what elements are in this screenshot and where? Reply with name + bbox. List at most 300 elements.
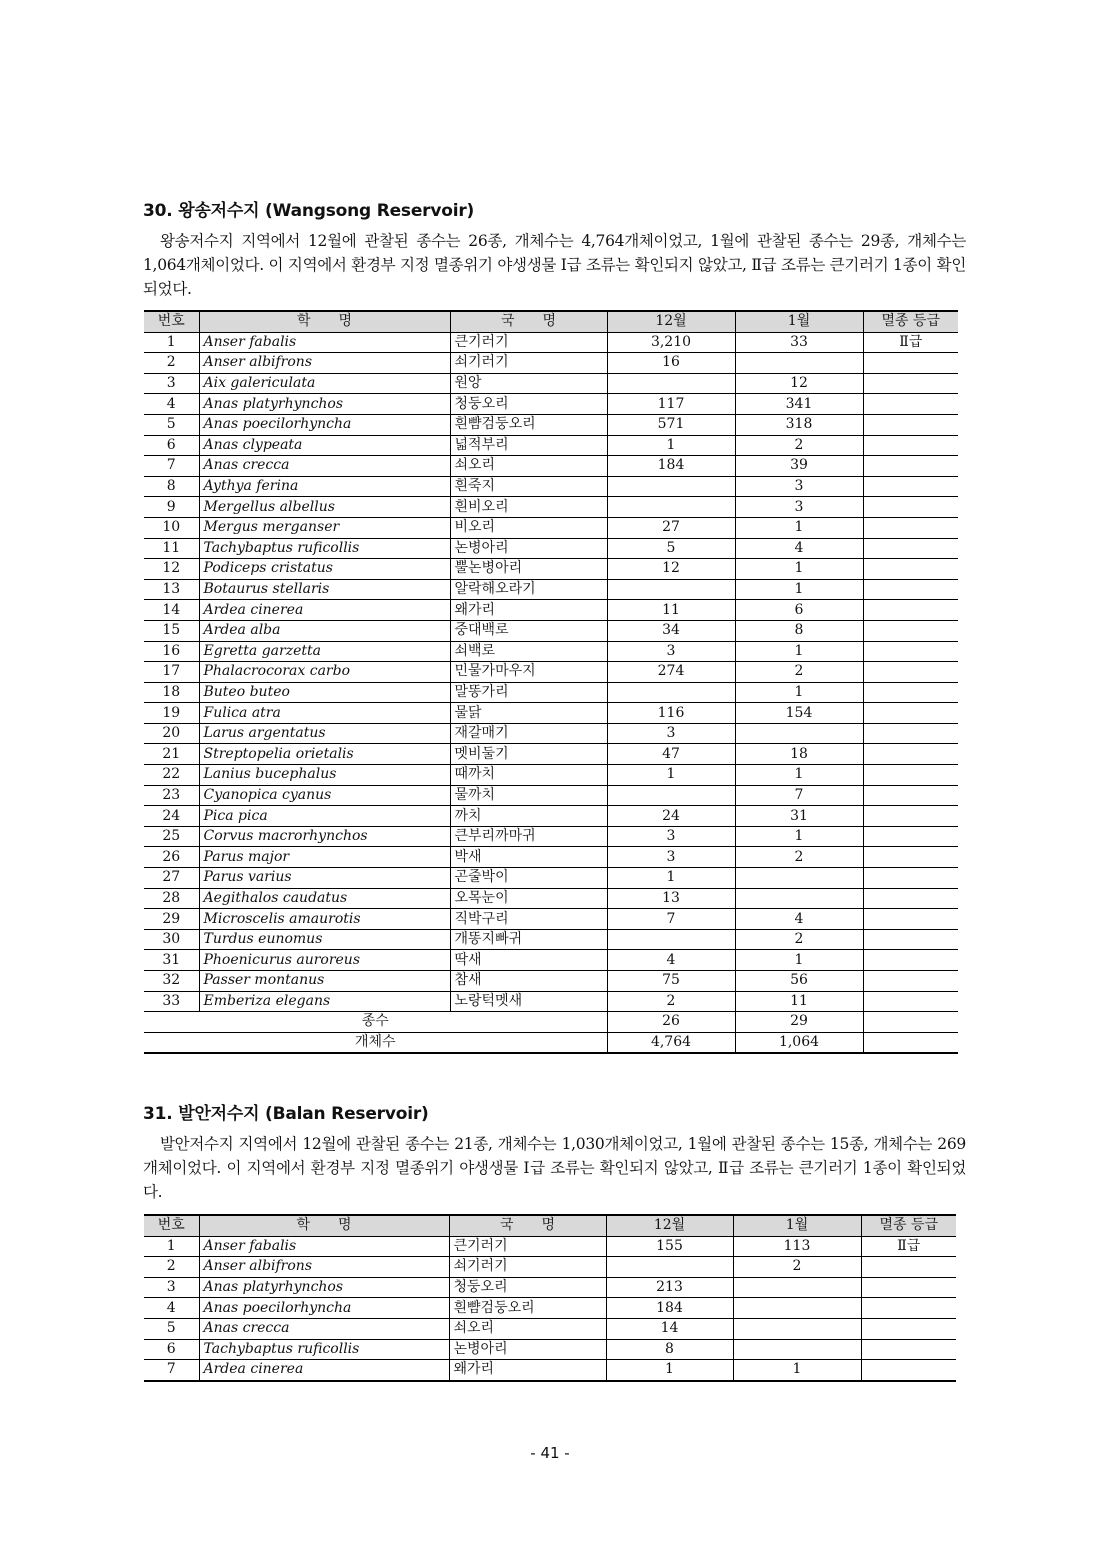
table-row (144, 826, 958, 847)
table-cell: 오목눈이 (450, 888, 607, 909)
table-cell: 3 (735, 476, 863, 497)
table-cell: 3,210 (607, 332, 735, 353)
table-row (144, 394, 958, 415)
column-header: 1월 (735, 311, 863, 332)
table-cell: 341 (735, 394, 863, 415)
table-cell: 5 (144, 1318, 199, 1339)
totals-dec: 26 (607, 1012, 735, 1033)
table-row (144, 703, 958, 724)
table-cell: 32 (144, 971, 199, 992)
table-cell: 4 (607, 950, 735, 971)
section-title-wangsong: 30. 왕송저수지 (Wangsong Reservoir) (143, 201, 475, 221)
table-cell: 154 (735, 703, 863, 724)
table-cell: Aix galericulata (199, 373, 450, 394)
table-cell: Anas crecca (199, 456, 450, 477)
table-cell: 큰부리까마귀 (450, 826, 607, 847)
table-cell: 116 (607, 703, 735, 724)
table-cell (735, 723, 863, 744)
table-row (144, 620, 958, 641)
table-cell: 47 (607, 744, 735, 765)
table-cell: 왜가리 (449, 1360, 606, 1381)
table-cell: 318 (735, 414, 863, 435)
table-cell: 4 (144, 1298, 199, 1319)
table-cell: 6 (735, 600, 863, 621)
table-cell (863, 991, 958, 1012)
table-cell: 9 (144, 497, 199, 518)
table-row (144, 1339, 956, 1360)
table-cell: 알락해오라기 (450, 579, 607, 600)
table-cell (606, 1257, 733, 1278)
table-cell: 274 (607, 662, 735, 683)
table-cell: 참새 (450, 971, 607, 992)
table-cell: Ardea cinerea (199, 1360, 449, 1381)
balan-paragraph: 발안저수지 지역에서 12월에 관찰된 종수는 21종, 개체수는 1,030개체이었고, 1월에 관찰된 종수는 15종, 개체수는 269개체이었다. 이 지역에서 환경부 지정 멸종위기 야생생물 Ⅰ급 조류는 확인되지 않았고, Ⅱ급 조류는 큰기러기 1종이 확인되었다. (143, 1135, 966, 1201)
table-cell (861, 1360, 956, 1381)
table-cell (863, 456, 958, 477)
table-cell: 개똥지빠귀 (450, 929, 607, 950)
table-cell: 청둥오리 (450, 394, 607, 415)
table-row (144, 744, 958, 765)
table-cell (863, 641, 958, 662)
table-row (144, 909, 958, 930)
table-row (144, 600, 958, 621)
table-cell: Podiceps cristatus (199, 559, 450, 580)
column-header: 번호 (144, 1215, 199, 1236)
table-cell: Tachybaptus ruficollis (199, 538, 450, 559)
table-cell (863, 538, 958, 559)
table-cell (863, 620, 958, 641)
table-cell (863, 847, 958, 868)
table-cell: Anser fabalis (199, 1236, 449, 1257)
column-header: 학 명 (199, 311, 450, 332)
table-cell: 1 (735, 826, 863, 847)
table-row (144, 579, 958, 600)
table-cell: 11 (144, 538, 199, 559)
table-cell: 1 (606, 1360, 733, 1381)
table-row (144, 971, 958, 992)
table-cell: 7 (144, 456, 199, 477)
table-cell: 2 (144, 353, 199, 374)
table-cell: 18 (735, 744, 863, 765)
table-row (144, 929, 958, 950)
totals-dec: 4,764 (607, 1032, 735, 1053)
table-cell: 왜가리 (450, 600, 607, 621)
table-cell: 흰비오리 (450, 497, 607, 518)
table-cell: 14 (606, 1318, 733, 1339)
table-cell (607, 785, 735, 806)
table-cell (863, 971, 958, 992)
table-cell: 1 (735, 641, 863, 662)
table-cell: 3 (144, 373, 199, 394)
table-cell: Corvus macrorhynchos (199, 826, 450, 847)
table-cell: 24 (144, 806, 199, 827)
column-header: 국 명 (450, 311, 607, 332)
table-cell: 213 (606, 1277, 733, 1298)
table-cell: Anas clypeata (199, 435, 450, 456)
table-cell: 쇠기러기 (449, 1257, 606, 1278)
table-row (144, 950, 958, 971)
table-cell: 16 (607, 353, 735, 374)
table-row (144, 1257, 956, 1278)
table-cell: 3 (607, 641, 735, 662)
table-cell: 청둥오리 (449, 1277, 606, 1298)
column-header: 국 명 (449, 1215, 606, 1236)
table-cell (863, 950, 958, 971)
table-cell: 2 (735, 435, 863, 456)
column-header: 1월 (733, 1215, 861, 1236)
table-cell (863, 888, 958, 909)
table-cell: 17 (144, 662, 199, 683)
table-cell: 넓적부리 (450, 435, 607, 456)
table-cell (861, 1318, 956, 1339)
table-row (144, 1236, 956, 1257)
table-cell: 직박구리 (450, 909, 607, 930)
table-cell: 6 (144, 435, 199, 456)
table-row (144, 517, 958, 538)
table-cell: 민물가마우지 (450, 662, 607, 683)
table-cell: Ardea alba (199, 620, 450, 641)
table-cell: 쇠기러기 (450, 353, 607, 374)
table-cell: Aegithalos caudatus (199, 888, 450, 909)
table-cell (733, 1277, 861, 1298)
table-row (144, 847, 958, 868)
column-header: 번호 (144, 311, 199, 332)
table-cell: Ardea cinerea (199, 600, 450, 621)
table-cell: 33 (144, 991, 199, 1012)
table-row (144, 1360, 956, 1381)
table-cell: Anas crecca (199, 1318, 449, 1339)
table-cell (863, 765, 958, 786)
table-cell: 155 (606, 1236, 733, 1257)
table-cell: 33 (735, 332, 863, 353)
totals-grade (863, 1012, 958, 1033)
table-cell: 39 (735, 456, 863, 477)
table-cell: 8 (144, 476, 199, 497)
table-cell: 1 (607, 868, 735, 889)
page-number: - 41 - (530, 1444, 570, 1462)
table-cell (863, 723, 958, 744)
table-cell: 23 (144, 785, 199, 806)
table-cell: 12 (607, 559, 735, 580)
table-cell (863, 600, 958, 621)
table-cell: 1 (733, 1360, 861, 1381)
table-row (144, 373, 958, 394)
table-cell (735, 868, 863, 889)
table-row (144, 765, 958, 786)
table-row (144, 1277, 956, 1298)
table-cell: 박새 (450, 847, 607, 868)
table-cell (863, 517, 958, 538)
table-cell (861, 1257, 956, 1278)
table-cell: 28 (144, 888, 199, 909)
table-cell: 184 (607, 456, 735, 477)
totals-grade (863, 1032, 958, 1053)
table-cell: 큰기러기 (450, 332, 607, 353)
table-cell: 19 (144, 703, 199, 724)
table-cell: Anas platyrhynchos (199, 394, 450, 415)
table-cell: 말똥가리 (450, 682, 607, 703)
table-cell (863, 579, 958, 600)
table-cell: 4 (735, 538, 863, 559)
table-cell: Fulica atra (199, 703, 450, 724)
table-cell: 쇠백로 (450, 641, 607, 662)
table-cell: 중대백로 (450, 620, 607, 641)
column-header: 멸종 등급 (861, 1215, 956, 1236)
table-cell: 13 (144, 579, 199, 600)
table-cell (863, 909, 958, 930)
table-cell: Lanius bucephalus (199, 765, 450, 786)
table-cell (863, 353, 958, 374)
table-cell: 15 (144, 620, 199, 641)
totals-label: 개체수 (144, 1032, 607, 1053)
table-cell: 7 (607, 909, 735, 930)
table-header-row (144, 311, 958, 332)
table-cell: 노랑턱멧새 (450, 991, 607, 1012)
table-cell: 비오리 (450, 517, 607, 538)
totals-jan: 29 (735, 1012, 863, 1033)
table-cell: 4 (735, 909, 863, 930)
table-cell: 4 (144, 394, 199, 415)
table-cell: 16 (144, 641, 199, 662)
table-cell: 쇠오리 (450, 456, 607, 477)
table-cell: Ⅱ급 (863, 332, 958, 353)
table-cell: 1 (735, 517, 863, 538)
table-row (144, 476, 958, 497)
table-cell: 10 (144, 517, 199, 538)
table-cell: 26 (144, 847, 199, 868)
table-cell (863, 559, 958, 580)
table-cell: 22 (144, 765, 199, 786)
table-cell: 11 (607, 600, 735, 621)
totals-row (144, 1032, 958, 1053)
table-row (144, 991, 958, 1012)
column-header: 12월 (607, 311, 735, 332)
table-cell (607, 682, 735, 703)
table-cell: 27 (607, 517, 735, 538)
table-cell (863, 868, 958, 889)
table-cell: 31 (144, 950, 199, 971)
table-row (144, 868, 958, 889)
table-cell (735, 353, 863, 374)
table-cell: 논병아리 (449, 1339, 606, 1360)
table-row (144, 414, 958, 435)
table-row (144, 497, 958, 518)
table-cell (863, 785, 958, 806)
table-cell: 흰뺨검둥오리 (450, 414, 607, 435)
table-cell: Phalacrocorax carbo (199, 662, 450, 683)
table-cell: 3 (735, 497, 863, 518)
table-cell: 8 (735, 620, 863, 641)
balan-species-table (144, 1214, 956, 1382)
table-cell: 딱새 (450, 950, 607, 971)
table-cell: 곤줄박이 (450, 868, 607, 889)
table-cell: 멧비둘기 (450, 744, 607, 765)
table-row (144, 559, 958, 580)
table-cell (863, 929, 958, 950)
table-cell (607, 373, 735, 394)
table-cell: 큰기러기 (449, 1236, 606, 1257)
table-cell: 2 (735, 662, 863, 683)
table-cell: 2 (735, 847, 863, 868)
table-row (144, 806, 958, 827)
table-cell (607, 929, 735, 950)
table-cell: 30 (144, 929, 199, 950)
table-row (144, 1318, 956, 1339)
table-cell (863, 826, 958, 847)
table-cell: 75 (607, 971, 735, 992)
table-cell: 7 (144, 1360, 199, 1381)
column-header: 멸종 등급 (863, 311, 958, 332)
table-row (144, 785, 958, 806)
table-row (144, 538, 958, 559)
table-cell: Parus major (199, 847, 450, 868)
table-cell: 논병아리 (450, 538, 607, 559)
table-cell: 18 (144, 682, 199, 703)
table-cell: 25 (144, 826, 199, 847)
table-row (144, 332, 958, 353)
table-cell: 2 (144, 1257, 199, 1278)
table-cell (863, 682, 958, 703)
table-cell: 184 (606, 1298, 733, 1319)
table-cell: Phoenicurus auroreus (199, 950, 450, 971)
wangsong-paragraph: 왕송저수지 지역에서 12월에 관찰된 종수는 26종, 개체수는 4,764개체이었고, 1월에 관찰된 종수는 29종, 개체수는 1,064개체이었다. 이 지역에서 환경부 지정 멸종위기 야생생물 Ⅰ급 조류는 확인되지 않았고, Ⅱ급 조류는 큰기러기 1종이 확인되었다. (143, 232, 966, 298)
table-cell: 2 (607, 991, 735, 1012)
table-cell: 5 (144, 414, 199, 435)
wangsong-species-table (144, 310, 958, 1054)
table-cell: 쇠오리 (449, 1318, 606, 1339)
column-header: 학 명 (199, 1215, 449, 1236)
table-cell: 7 (735, 785, 863, 806)
table-cell: 물닭 (450, 703, 607, 724)
table-cell: 20 (144, 723, 199, 744)
table-cell: 571 (607, 414, 735, 435)
table-cell: Pica pica (199, 806, 450, 827)
table-cell: 1 (735, 559, 863, 580)
table-cell: 6 (144, 1339, 199, 1360)
table-cell: 원앙 (450, 373, 607, 394)
table-cell: 21 (144, 744, 199, 765)
table-cell: 2 (733, 1257, 861, 1278)
table-cell (863, 744, 958, 765)
table-cell: 117 (607, 394, 735, 415)
table-cell: 재갈매기 (450, 723, 607, 744)
table-cell: 34 (607, 620, 735, 641)
table-cell: Parus varius (199, 868, 450, 889)
totals-row (144, 1012, 958, 1033)
table-cell (861, 1339, 956, 1360)
table-cell (863, 394, 958, 415)
table-cell: 1 (607, 435, 735, 456)
table-cell: 1 (144, 1236, 199, 1257)
table-cell: 24 (607, 806, 735, 827)
table-cell: 12 (144, 559, 199, 580)
totals-jan: 1,064 (735, 1032, 863, 1053)
table-cell: Anas poecilorhyncha (199, 414, 450, 435)
table-cell: 27 (144, 868, 199, 889)
table-cell: 3 (607, 847, 735, 868)
table-cell: 3 (607, 826, 735, 847)
table-row (144, 723, 958, 744)
table-row (144, 641, 958, 662)
table-cell (861, 1277, 956, 1298)
table-cell: Larus argentatus (199, 723, 450, 744)
table-row (144, 662, 958, 683)
table-cell: 흰죽지 (450, 476, 607, 497)
table-cell (607, 497, 735, 518)
table-cell: Anser albifrons (199, 1257, 449, 1278)
table-cell (863, 414, 958, 435)
table-cell: Cyanopica cyanus (199, 785, 450, 806)
table-row (144, 888, 958, 909)
totals-label: 종수 (144, 1012, 607, 1033)
table-cell: Aythya ferina (199, 476, 450, 497)
table-row (144, 456, 958, 477)
table-cell: Microscelis amaurotis (199, 909, 450, 930)
table-cell: 흰뺨검둥오리 (449, 1298, 606, 1319)
table-cell (733, 1339, 861, 1360)
table-cell: Ⅱ급 (861, 1236, 956, 1257)
table-cell: 8 (606, 1339, 733, 1360)
table-cell: Anas poecilorhyncha (199, 1298, 449, 1319)
table-cell (863, 476, 958, 497)
table-cell (735, 888, 863, 909)
table-row (144, 353, 958, 374)
table-row (144, 435, 958, 456)
table-cell: Streptopelia orietalis (199, 744, 450, 765)
table-cell (863, 497, 958, 518)
table-cell: 113 (733, 1236, 861, 1257)
table-cell: Egretta garzetta (199, 641, 450, 662)
table-cell (733, 1298, 861, 1319)
table-cell (863, 806, 958, 827)
table-cell: 29 (144, 909, 199, 930)
table-cell: Anser albifrons (199, 353, 450, 374)
table-cell (863, 662, 958, 683)
table-cell: Buteo buteo (199, 682, 450, 703)
table-cell: 5 (607, 538, 735, 559)
table-cell (733, 1318, 861, 1339)
table-cell: 11 (735, 991, 863, 1012)
table-cell: 12 (735, 373, 863, 394)
table-cell: 까치 (450, 806, 607, 827)
table-cell: 때까치 (450, 765, 607, 786)
table-cell: 1 (735, 682, 863, 703)
table-cell: Turdus eunomus (199, 929, 450, 950)
table-cell: 14 (144, 600, 199, 621)
table-cell: 3 (144, 1277, 199, 1298)
table-cell: 3 (607, 723, 735, 744)
table-cell: 56 (735, 971, 863, 992)
table-cell (863, 435, 958, 456)
section-title-balan: 31. 발안저수지 (Balan Reservoir) (143, 1104, 429, 1124)
table-row (144, 1298, 956, 1319)
table-cell: 2 (735, 929, 863, 950)
table-cell: 뿔논병아리 (450, 559, 607, 580)
table-cell: Mergus merganser (199, 517, 450, 538)
table-row (144, 682, 958, 703)
table-cell (861, 1298, 956, 1319)
table-cell: Anser fabalis (199, 332, 450, 353)
table-header-row (144, 1215, 956, 1236)
column-header: 12월 (606, 1215, 733, 1236)
table-cell: 1 (735, 950, 863, 971)
table-cell (607, 476, 735, 497)
table-cell: Passer montanus (199, 971, 450, 992)
table-cell: Mergellus albellus (199, 497, 450, 518)
table-cell: Anas platyrhynchos (199, 1277, 449, 1298)
table-cell (863, 373, 958, 394)
table-cell: 1 (607, 765, 735, 786)
